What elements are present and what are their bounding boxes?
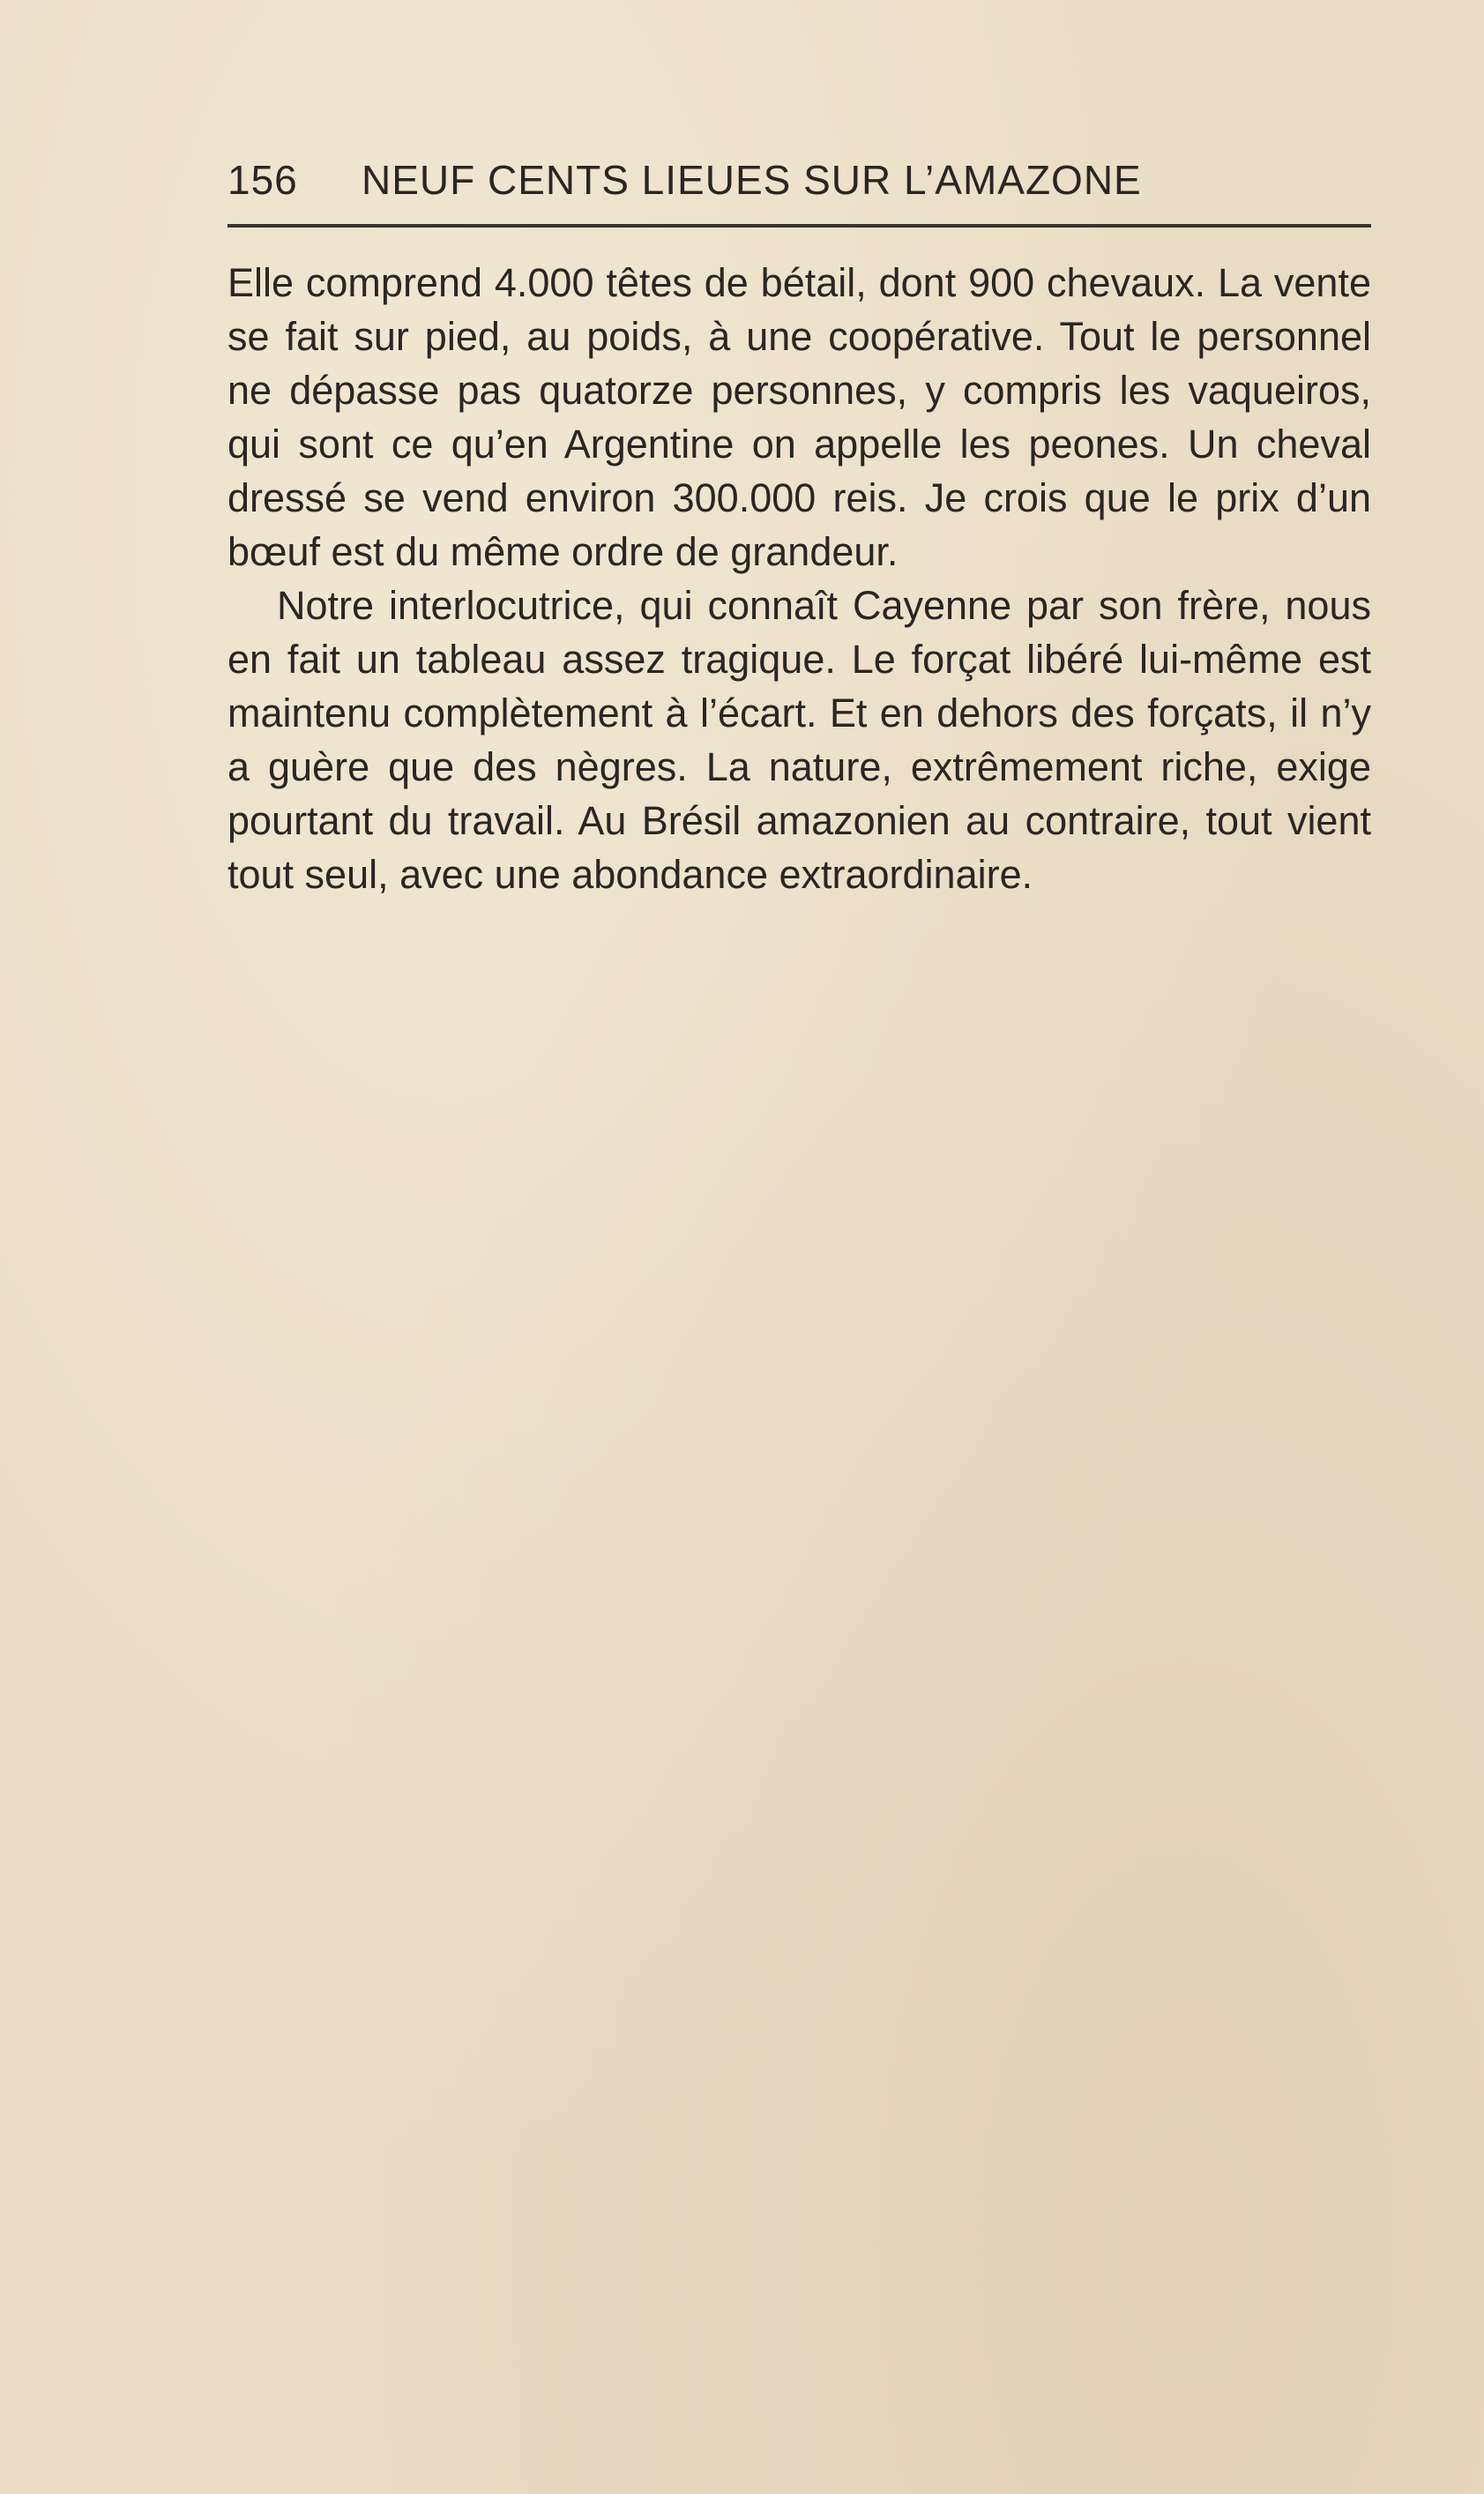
paragraph-1: Elle comprend 4.000 têtes de bétail, dont 900 chevaux. La vente se fait sur pied, au poids, à une coopérative. Tout le personnel ne dépasse pas quatorze personnes, y compris les vaqueiros, qui sont ce qu’en Argentine on appelle les peones. Un cheval dressé se vend environ 300.000 reis. Je crois que le prix d’un bœuf est du même ordre de grandeur. [227,260,1371,574]
running-head [227,144,1374,214]
running-title: NEUF CENTS LIEUES SUR L’AMAZONE [362,157,1142,203]
page-number: 156 [227,157,298,203]
paragraph-2: Notre interlocutrice, qui connaît Cayenne par son frère, nous en fait un tableau assez tragique. Le forçat libéré lui-même est maintenu complètement à l’écart. Et en dehors des forçats, il n’y a guère que des nègres. La nature, extrêmement riche, exige pourtant du travail. Au Brésil amazonien au contraire, tout vient tout seul, avec une abondance extraordinaire. [227,583,1371,897]
header-rule [227,224,1371,228]
body-text [227,256,1371,901]
